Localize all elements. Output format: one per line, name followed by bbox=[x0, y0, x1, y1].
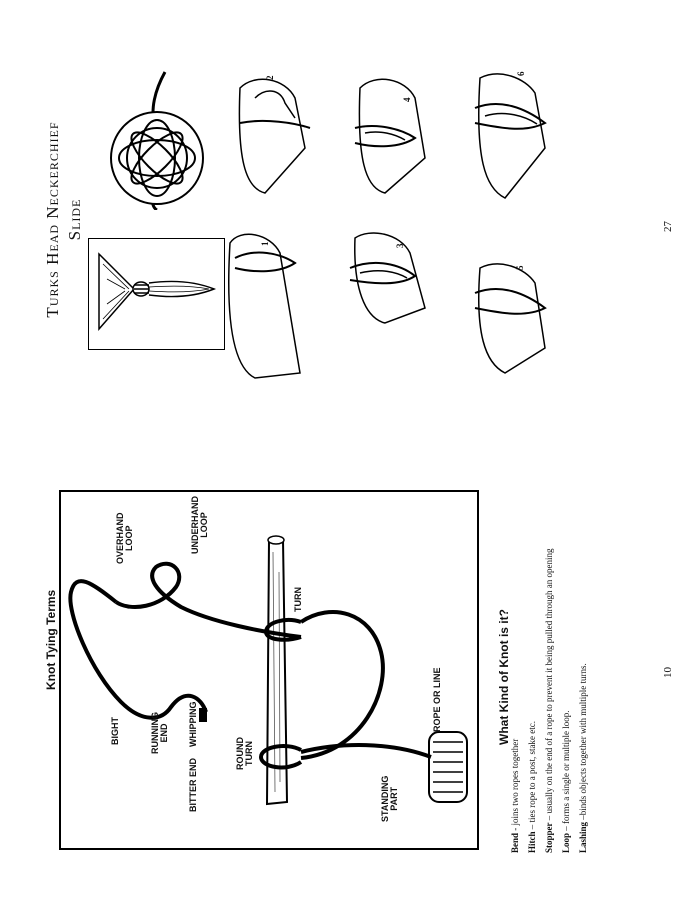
step-number-5: 5 bbox=[515, 265, 525, 270]
title-line-1: Turks Head Neckerchief bbox=[43, 121, 62, 318]
step-number-2: 2 bbox=[265, 75, 275, 80]
page-number-left: 10 bbox=[662, 667, 674, 678]
label-rope-or-line: ROPE OR LINE bbox=[432, 667, 442, 732]
definition-hitch: Hitch – ties rope to a post, stake etc. bbox=[527, 721, 537, 853]
title-line-2: Slide bbox=[65, 198, 84, 241]
step-number-4: 4 bbox=[402, 97, 412, 102]
knot-terms-diagram bbox=[59, 490, 479, 850]
neckerchief-illustration bbox=[89, 239, 224, 349]
neckerchief-inset bbox=[88, 238, 225, 350]
label-bight: BIGHT bbox=[110, 717, 120, 745]
label-round-turn: ROUND TURN bbox=[235, 737, 254, 770]
step-number-1: 1 bbox=[260, 241, 270, 246]
page-number-right: 27 bbox=[662, 221, 674, 232]
label-bitter-end: BITTER END bbox=[188, 758, 198, 812]
diagram-title: Knot Tying Terms bbox=[44, 589, 58, 690]
step-number-3: 3 bbox=[395, 243, 405, 248]
definitions-list bbox=[510, 523, 595, 853]
definition-loop: Loop – forms a single or multiple loop. bbox=[561, 710, 571, 853]
definition-lashing: Lashing –binds objects together with multiple turns. bbox=[578, 663, 588, 853]
label-whipping: WHIPPING bbox=[188, 701, 198, 747]
label-overhand-loop: OVERHAND LOOP bbox=[115, 512, 134, 564]
turks-head-knot-illustration bbox=[95, 70, 225, 210]
label-running-end: RUNNING END bbox=[150, 712, 169, 754]
section-heading: What Kind of Knot is it? bbox=[497, 609, 511, 745]
label-underhand-loop: UNDERHAND LOOP bbox=[190, 496, 209, 554]
whipping-drawing bbox=[199, 708, 207, 722]
definition-bend: Bend - joins two ropes together bbox=[510, 738, 520, 853]
step-number-6: 6 bbox=[516, 71, 526, 76]
label-turn: TURN bbox=[293, 587, 303, 612]
label-standing-part: STANDING PART bbox=[380, 775, 399, 822]
turks-head-title bbox=[42, 67, 86, 372]
step-illustration-grid bbox=[225, 68, 625, 383]
definition-stopper: Stopper – usually on the end of a rope to prevent it being pulled through an opening bbox=[544, 548, 554, 853]
